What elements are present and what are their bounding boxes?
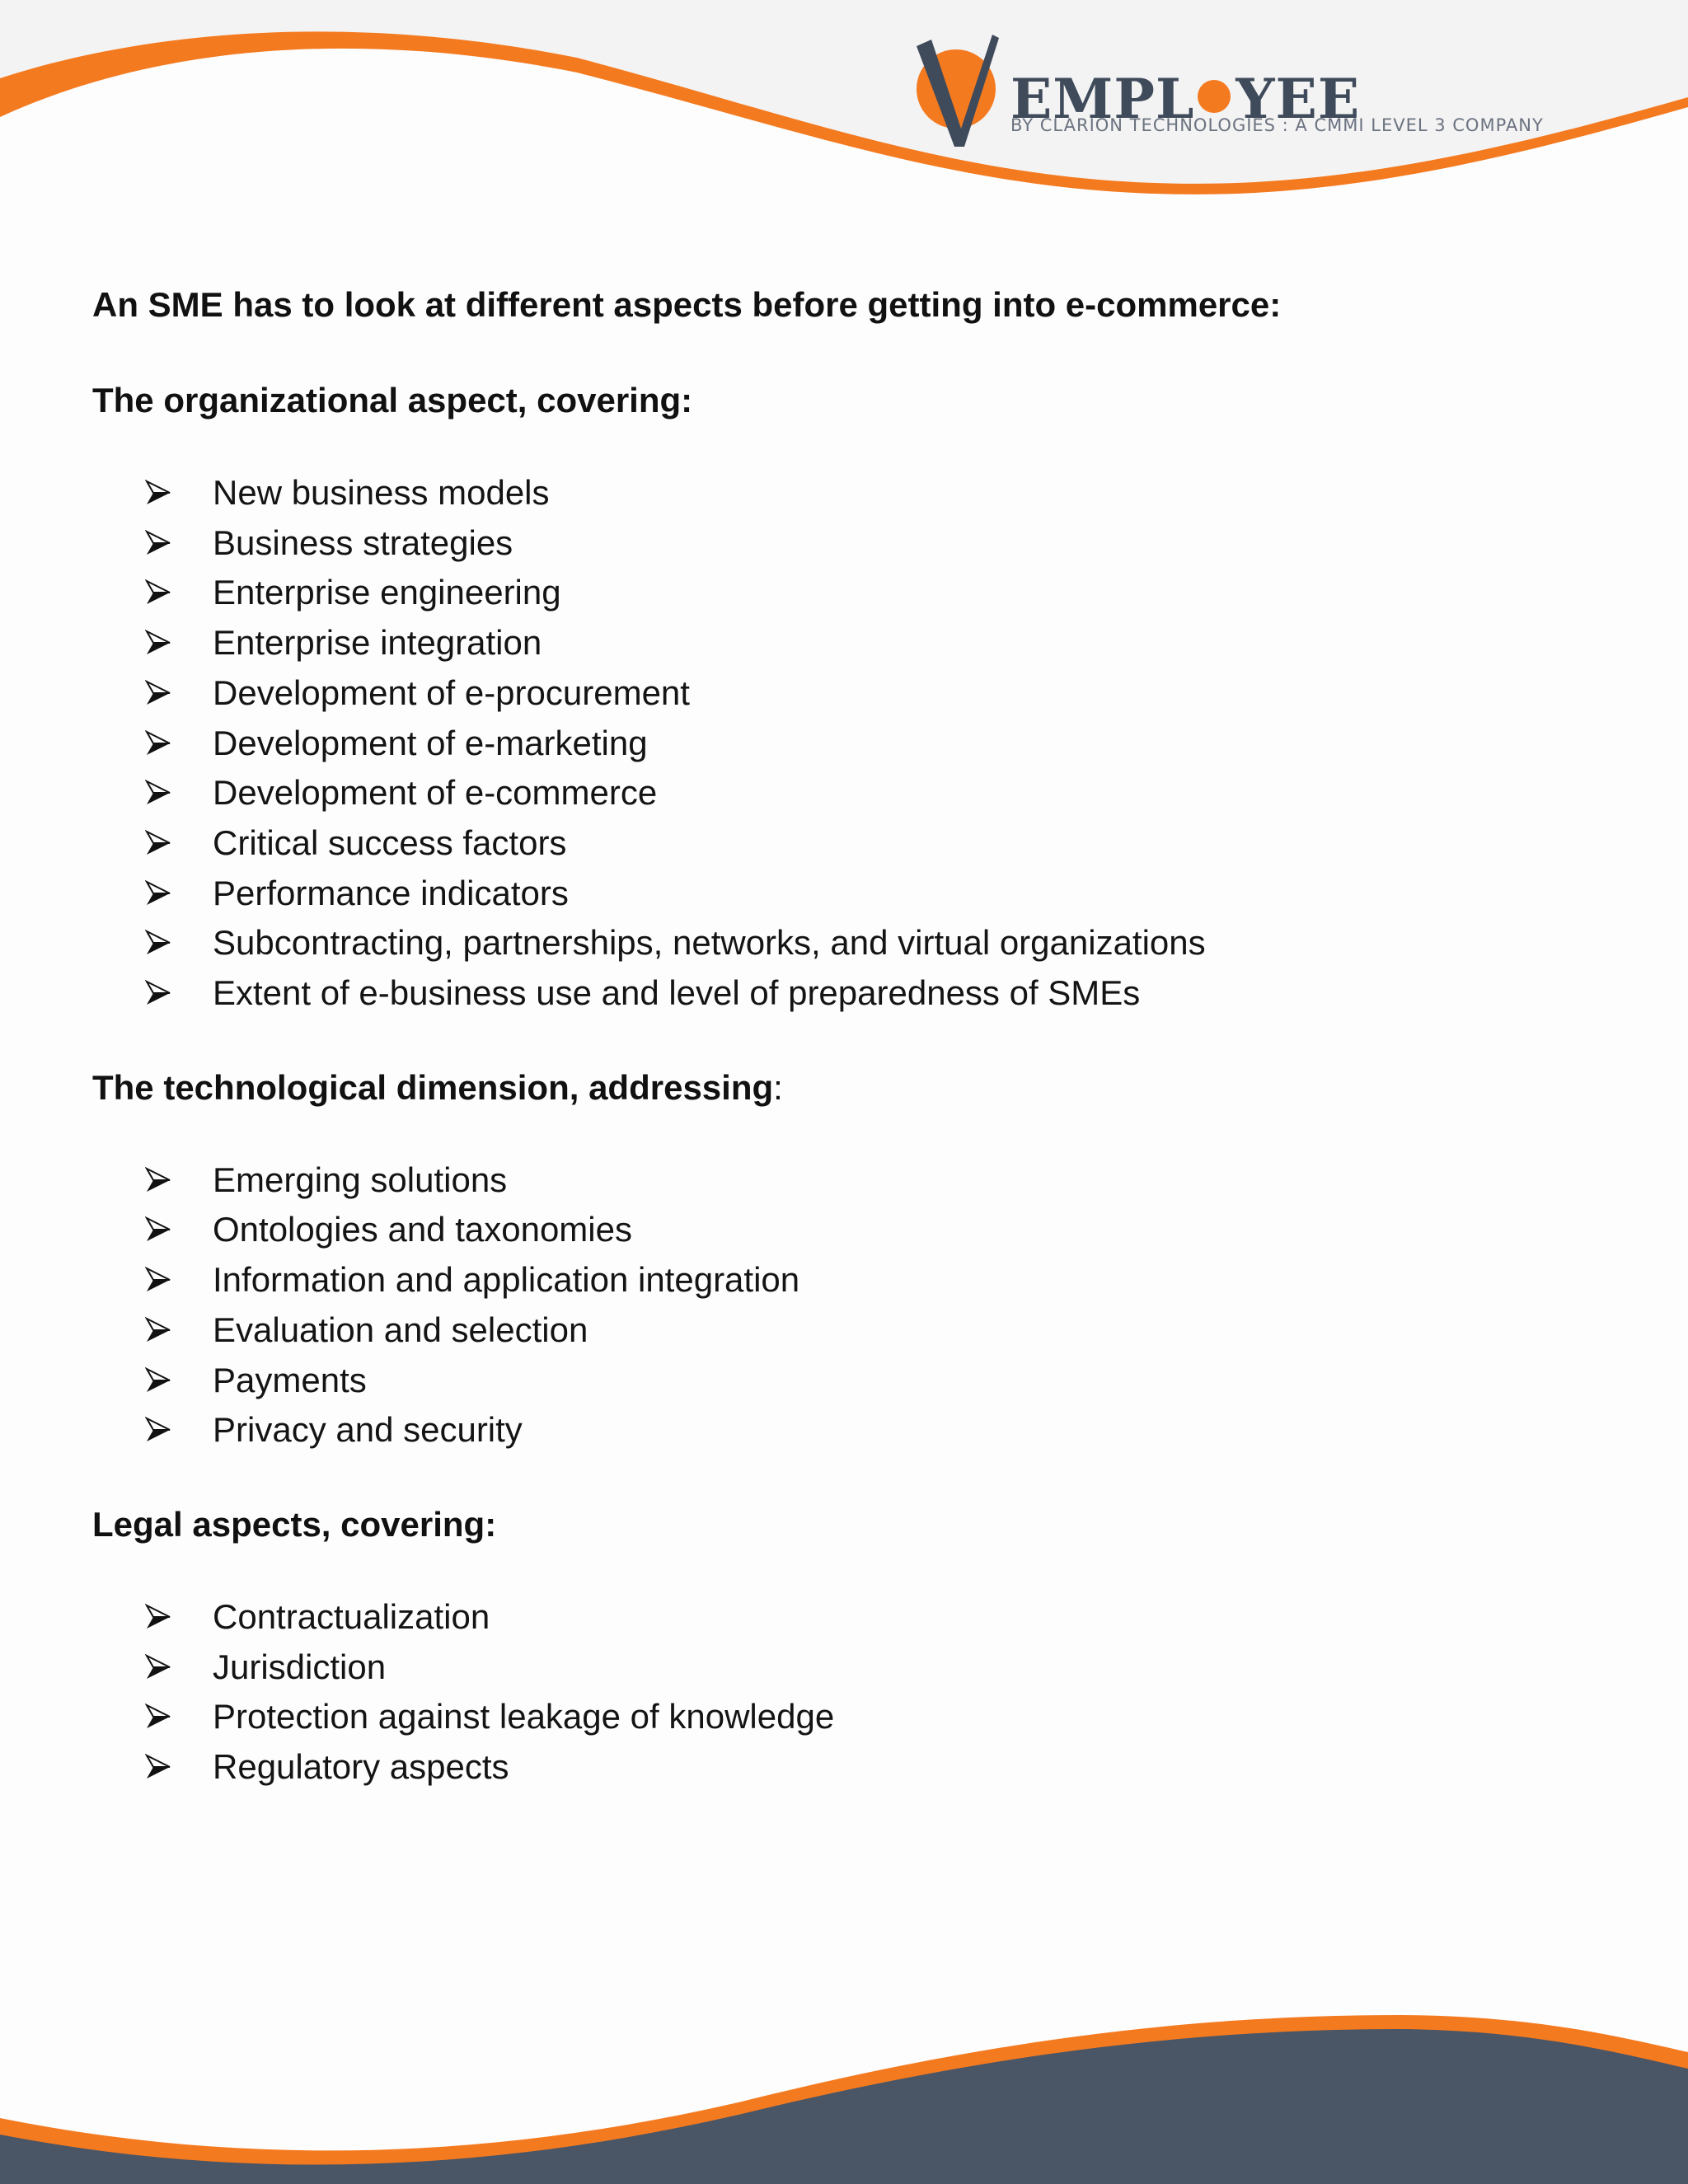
logo-o-dot bbox=[1198, 80, 1231, 113]
arrow-bullet-icon bbox=[145, 1754, 171, 1780]
list-item-text: Regulatory aspects bbox=[213, 1747, 509, 1787]
logo-tagline: BY CLARION TECHNOLOGIES : A CMMI LEVEL 3 COMPANY bbox=[1010, 115, 1544, 135]
list-item bbox=[145, 618, 1592, 668]
list-item bbox=[145, 568, 1592, 618]
list-item bbox=[145, 1742, 1592, 1793]
list-item-text: Development of e-procurement bbox=[213, 673, 690, 712]
arrow-bullet-icon bbox=[145, 980, 171, 1006]
arrow-bullet-icon bbox=[145, 730, 171, 757]
list-item-text: Development of e-commerce bbox=[213, 773, 658, 813]
section-heading bbox=[92, 376, 1592, 425]
list-item-text: Enterprise integration bbox=[213, 623, 542, 663]
list-item-text: Payments bbox=[213, 1360, 367, 1399]
bullet-list bbox=[92, 468, 1592, 1019]
arrow-bullet-icon bbox=[145, 480, 171, 506]
v-checkmark-logo-icon bbox=[913, 31, 1004, 155]
arrow-bullet-icon bbox=[145, 1654, 171, 1680]
list-item bbox=[145, 668, 1592, 719]
arrow-bullet-icon bbox=[145, 630, 171, 656]
list-item bbox=[145, 1305, 1592, 1356]
list-item bbox=[145, 1155, 1592, 1206]
list-item-text: Enterprise engineering bbox=[213, 573, 561, 612]
section-heading-text: Legal aspects, covering: bbox=[92, 1504, 497, 1544]
arrow-bullet-icon bbox=[145, 1317, 171, 1343]
list-item bbox=[145, 818, 1592, 869]
arrow-bullet-icon bbox=[145, 930, 171, 956]
list-item-text: Privacy and security bbox=[213, 1410, 523, 1450]
arrow-bullet-icon bbox=[145, 1167, 171, 1193]
list-item-text: New business models bbox=[213, 473, 550, 512]
list-item bbox=[145, 1405, 1592, 1455]
arrow-bullet-icon bbox=[145, 1267, 171, 1293]
list-item-text: Contractualization bbox=[213, 1596, 490, 1636]
list-item-text: Ontologies and taxonomies bbox=[213, 1210, 632, 1249]
logo-wordmark: EMPL YEE bbox=[1010, 67, 1361, 131]
list-item bbox=[145, 1205, 1592, 1255]
list-item bbox=[145, 1692, 1592, 1742]
list-item-text: Subcontracting, partnerships, networks, and virtual organizations bbox=[213, 923, 1206, 963]
section-heading bbox=[92, 1500, 1592, 1549]
arrow-bullet-icon bbox=[145, 780, 171, 806]
sections-container bbox=[92, 376, 1592, 1793]
list-item bbox=[145, 869, 1592, 919]
arrow-bullet-icon bbox=[145, 1367, 171, 1394]
bullet-list bbox=[92, 1592, 1592, 1793]
list-item-text: Jurisdiction bbox=[213, 1647, 387, 1686]
arrow-bullet-icon bbox=[145, 579, 171, 606]
list-item-text: Performance indicators bbox=[213, 873, 569, 912]
section-heading-suffix: : bbox=[773, 1067, 783, 1107]
list-item-text: Emerging solutions bbox=[213, 1160, 508, 1199]
list-item bbox=[145, 918, 1592, 968]
list-item bbox=[145, 468, 1592, 518]
list-item-text: Protection against leakage of knowledge bbox=[213, 1697, 835, 1736]
list-item bbox=[145, 518, 1592, 569]
footer-wave bbox=[0, 1961, 1688, 2184]
list-item-text: Information and application integration bbox=[213, 1260, 800, 1300]
arrow-bullet-icon bbox=[145, 830, 171, 856]
arrow-bullet-icon bbox=[145, 1417, 171, 1443]
arrow-bullet-icon bbox=[145, 880, 171, 907]
list-item-text: Evaluation and selection bbox=[213, 1310, 588, 1349]
list-item bbox=[145, 1356, 1592, 1406]
list-item-text: Development of e-marketing bbox=[213, 723, 648, 762]
list-item bbox=[145, 1592, 1592, 1643]
section-heading bbox=[92, 1063, 1592, 1113]
list-item-text: Business strategies bbox=[213, 523, 513, 562]
document-body bbox=[92, 280, 1592, 1837]
arrow-bullet-icon bbox=[145, 1704, 171, 1730]
company-logo bbox=[913, 31, 1573, 155]
arrow-bullet-icon bbox=[145, 530, 171, 556]
arrow-bullet-icon bbox=[145, 1216, 171, 1243]
arrow-bullet-icon bbox=[145, 1604, 171, 1630]
list-item bbox=[145, 1255, 1592, 1305]
list-item bbox=[145, 719, 1592, 769]
section-heading-text: The technological dimension, addressing bbox=[92, 1067, 774, 1107]
list-item-text: Critical success factors bbox=[213, 823, 567, 862]
arrow-bullet-icon bbox=[145, 680, 171, 706]
bullet-list bbox=[92, 1155, 1592, 1455]
section-heading-text: The organizational aspect, covering: bbox=[92, 381, 693, 419]
list-item bbox=[145, 1643, 1592, 1693]
list-item-text: Extent of e-business use and level of preparedness of SMEs bbox=[213, 973, 1141, 1013]
list-item bbox=[145, 968, 1592, 1019]
list-item bbox=[145, 768, 1592, 818]
intro-heading: An SME has to look at different aspects before getting into e-commerce: bbox=[92, 285, 1282, 324]
